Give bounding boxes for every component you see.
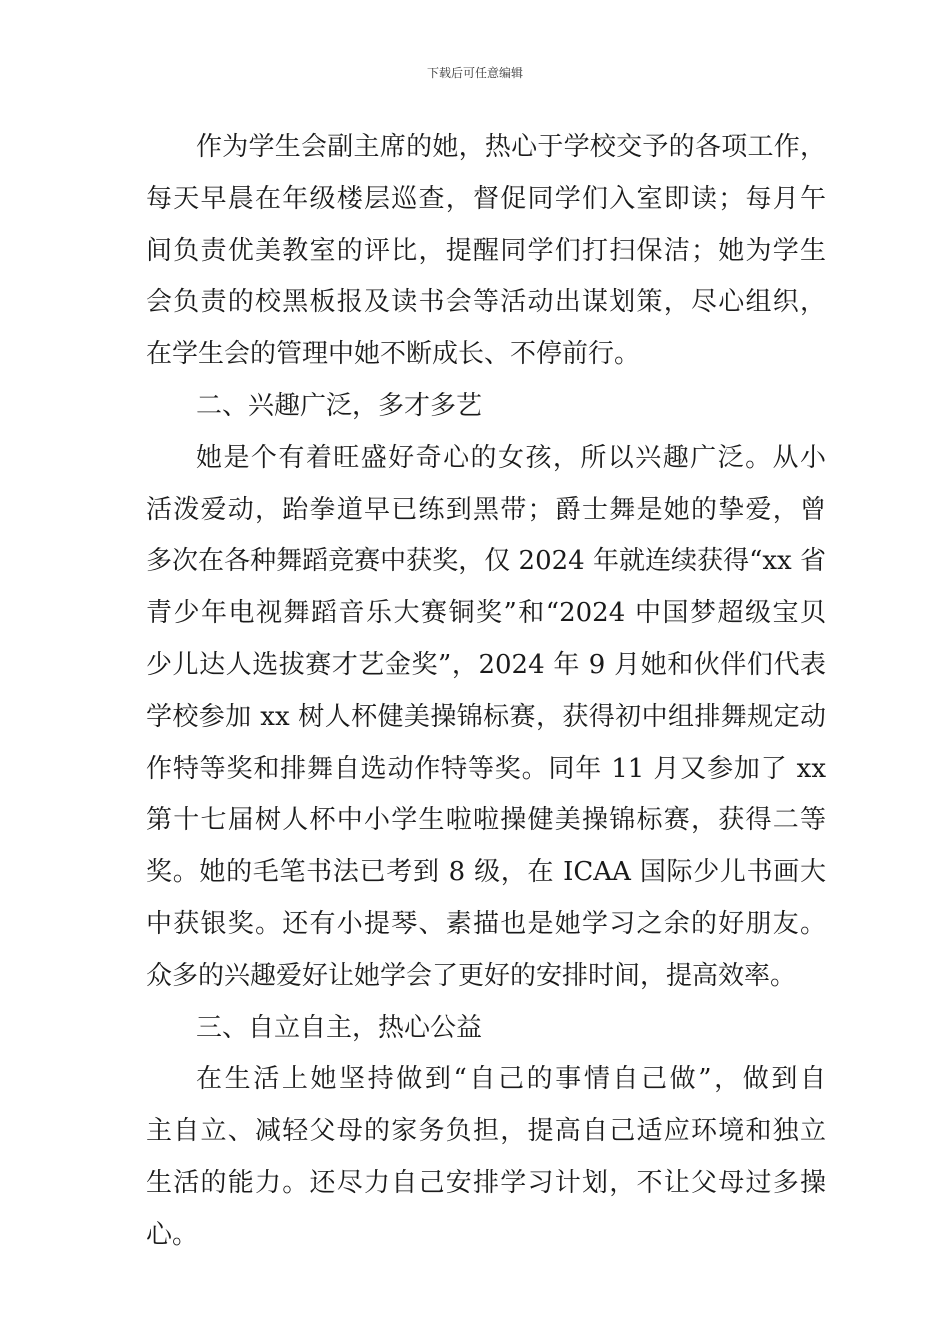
text-line: 多次在各种舞蹈竞赛中获奖，仅 2024 年就连续获得“xx 省	[146, 546, 826, 577]
text-line: 奖。她的毛笔书法已考到 8 级，在 ICAA 国际少儿书画大	[146, 857, 826, 888]
section-heading: 三、自立自主，热心公益	[196, 1012, 483, 1043]
text-line: 青少年电视舞蹈音乐大赛铜奖”和“2024 中国梦超级宝贝	[146, 598, 826, 629]
text-line: 学校参加 xx 树人杯健美操锦标赛，获得初中组排舞规定动	[146, 701, 826, 732]
text-line: 每天早晨在年级楼层巡查，督促同学们入室即读；每月午	[146, 183, 826, 214]
text-line: 作为学生会副主席的她，热心于学校交予的各项工作，	[196, 132, 826, 162]
text-line: 在生活上她坚持做到“自己的事情自己做”，做到自	[196, 1064, 826, 1095]
text-line: 活泼爱动，跆拳道早已练到黑带；爵士舞是她的挚爱，曾	[146, 494, 826, 525]
text-line: 第十七届树人杯中小学生啦啦操健美操锦标赛，获得二等	[146, 805, 826, 836]
text-line: 中获银奖。还有小提琴、素描也是她学习之余的好朋友。	[146, 908, 826, 939]
text-line: 众多的兴趣爱好让她学会了更好的安排时间，提高效率。	[146, 960, 797, 991]
page-header-note: 下载后可任意编辑	[426, 66, 523, 80]
text-line: 会负责的校黑板报及读书会等活动出谋划策，尽心组织，	[146, 287, 826, 318]
text-line: 生活的能力。还尽力自己安排学习计划，不让父母过多操	[146, 1167, 826, 1198]
text-line: 主自立、减轻父母的家务负担，提高自己适应环境和独立	[146, 1116, 826, 1147]
text-line: 在学生会的管理中她不断成长、不停前行。	[146, 339, 641, 370]
document-body	[146, 122, 826, 1262]
text-line: 间负责优美教室的评比，提醒同学们打扫保洁；她为学生	[146, 235, 826, 266]
text-line: 心。	[146, 1219, 199, 1250]
text-line: 她是个有着旺盛好奇心的女孩，所以兴趣广泛。从小	[196, 442, 826, 473]
text-line: 作特等奖和排舞自选动作特等奖。同年 11 月又参加了 xx	[146, 753, 826, 784]
text-line: 少儿达人选拔赛才艺金奖”，2024 年 9 月她和伙伴们代表	[146, 649, 826, 680]
section-heading: 二、兴趣广泛，多才多艺	[196, 390, 483, 421]
